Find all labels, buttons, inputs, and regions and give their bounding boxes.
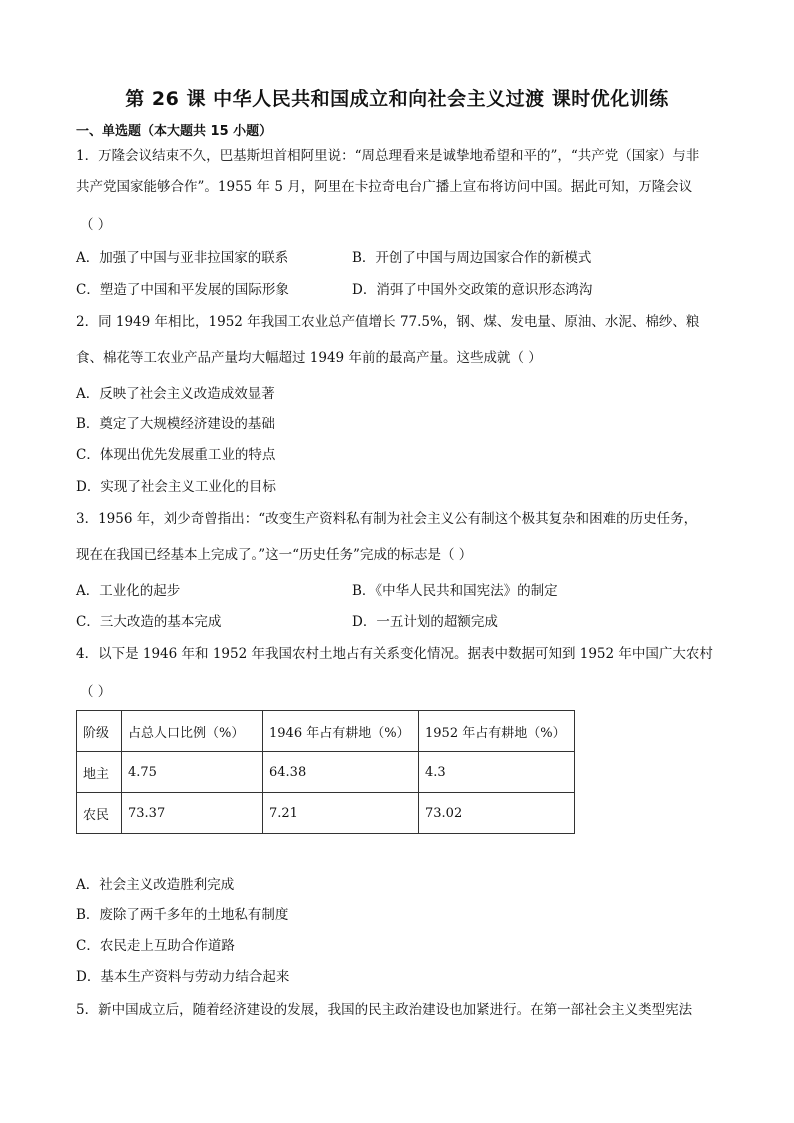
table-cell: 73.37	[122, 793, 263, 834]
table-header-cell: 阶级	[77, 711, 122, 752]
question-1-answer-blank: （ ）	[80, 217, 112, 233]
question-2-option-a[interactable]: A．反映了社会主义改造成效显著	[76, 386, 275, 402]
question-5-line-1: 5．新中国成立后，随着经济建设的发展，我国的民主政治建设也加紧进行。在第一部社会主义类型宪法	[76, 1002, 693, 1018]
question-3-line-2: 现在在我国已经基本上完成了。”这一“历史任务”完成的标志是（ ）	[76, 547, 473, 563]
land-ownership-table	[76, 710, 575, 834]
question-2-line-2: 食、棉花等工农业产品产量均大幅超过 1949 年前的最高产量。这些成就（ ）	[76, 350, 542, 366]
question-2-option-d[interactable]: D．实现了社会主义工业化的目标	[76, 479, 276, 495]
question-3-line-1: 3．1956 年，刘少奇曾指出：“改变生产资料私有制为社会主义公有制这个极其复杂和困难的历史任务，	[76, 511, 698, 527]
question-2-option-c[interactable]: C．体现出优先发展重工业的特点	[76, 447, 276, 463]
question-4-option-b[interactable]: B．废除了两千多年的土地私有制度	[76, 907, 289, 923]
question-1-option-c[interactable]: C．塑造了中国和平发展的国际形象	[76, 282, 289, 298]
question-4-option-a[interactable]: A．社会主义改造胜利完成	[76, 877, 235, 893]
table-header-cell: 占总人口比例（%）	[122, 711, 263, 752]
table-cell: 4.75	[122, 752, 263, 793]
question-4-option-c[interactable]: C．农民走上互助合作道路	[76, 938, 235, 954]
question-2-option-b[interactable]: B．奠定了大规模经济建设的基础	[76, 416, 275, 432]
question-1-option-b[interactable]: B．开创了中国与周边国家合作的新模式	[352, 250, 592, 266]
question-4-line-1: 4．以下是 1946 年和 1952 年我国农村土地占有关系变化情况。据表中数据可知到 1952 年中国广大农村	[76, 646, 713, 662]
section-heading: 一、单选题（本大题共 15 小题）	[76, 124, 273, 139]
question-1-option-a[interactable]: A．加强了中国与亚非拉国家的联系	[76, 250, 289, 266]
question-3-option-d[interactable]: D．一五计划的超额完成	[352, 614, 498, 630]
table-cell: 73.02	[419, 793, 575, 834]
question-1-line-1: 1．万隆会议结束不久，巴基斯坦首相阿里说：“周总理看来是诚挚地希望和平的”，“共产党（国家）与非	[76, 148, 700, 164]
table-cell: 地主	[77, 752, 122, 793]
page-title: 第 26 课 中华人民共和国成立和向社会主义过渡 课时优化训练	[125, 88, 669, 110]
question-3-option-c[interactable]: C．三大改造的基本完成	[76, 614, 222, 630]
question-3-option-a[interactable]: A．工业化的起步	[76, 583, 181, 599]
question-1-option-d[interactable]: D．消弭了中国外交政策的意识形态鸿沟	[352, 282, 593, 298]
question-2-line-1: 2．同 1949 年相比，1952 年我国工农业总产值增长 77.5%，钢、煤、发电量、原油、水泥、棉纱、粮	[76, 314, 700, 330]
table-header-row	[77, 711, 575, 752]
table-header-cell: 1952 年占有耕地（%）	[419, 711, 575, 752]
question-3-option-b[interactable]: B．《中华人民共和国宪法》的制定	[352, 583, 558, 599]
table-cell: 4.3	[419, 752, 575, 793]
table-cell: 64.38	[263, 752, 419, 793]
question-4-answer-blank: （ ）	[80, 684, 112, 700]
table-row	[77, 793, 575, 834]
table-header-cell: 1946 年占有耕地（%）	[263, 711, 419, 752]
question-1-line-2: 共产党国家能够合作”。1955 年 5 月，阿里在卡拉奇电台广播上宣布将访问中国。据此可知，万隆会议	[76, 179, 693, 195]
table-row	[77, 752, 575, 793]
table-cell: 7.21	[263, 793, 419, 834]
table-cell: 农民	[77, 793, 122, 834]
question-4-option-d[interactable]: D．基本生产资料与劳动力结合起来	[76, 969, 290, 985]
